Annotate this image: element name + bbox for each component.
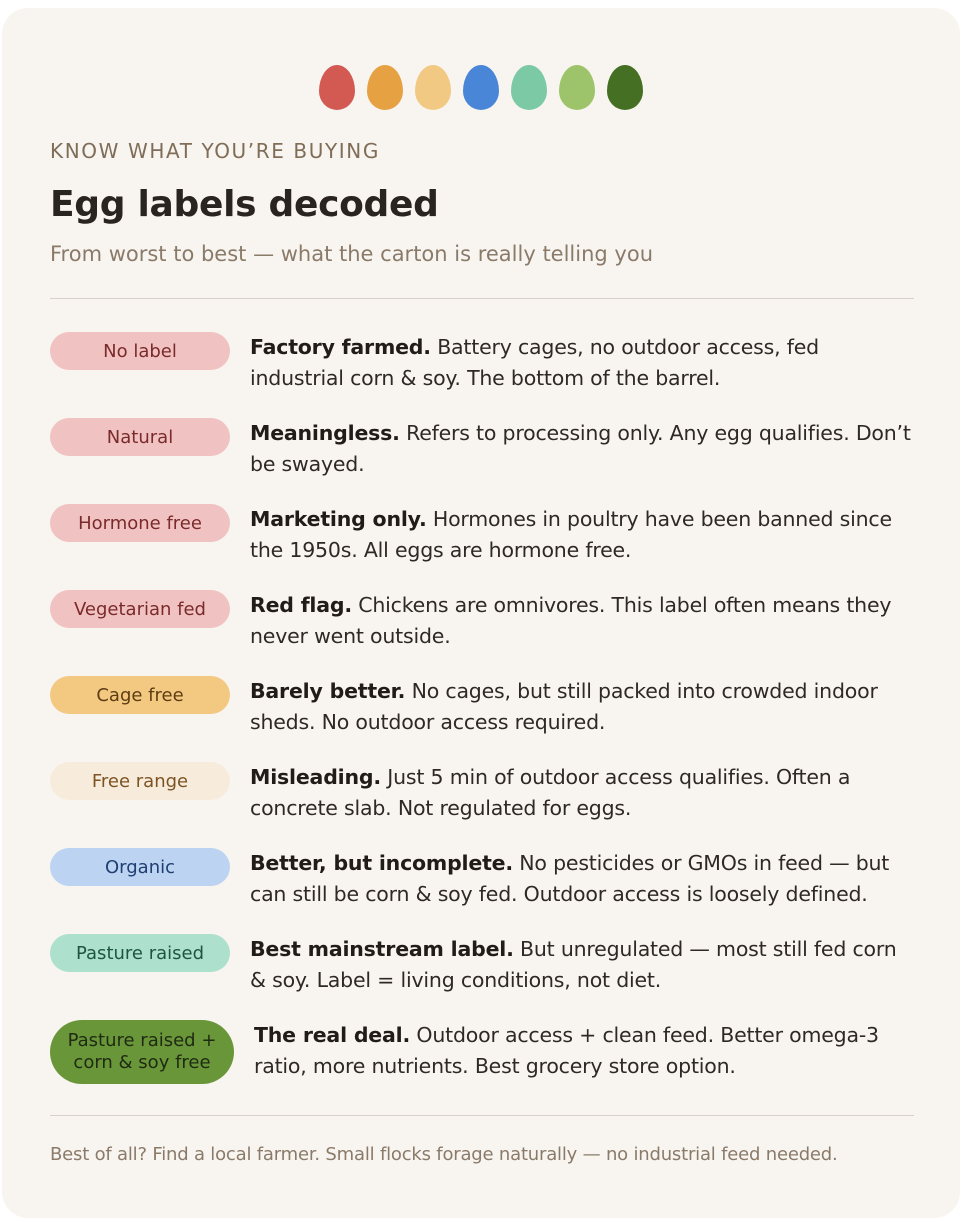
bottom-divider [50,1115,914,1116]
label-headline: Meaningless. [250,421,400,445]
label-pill: Pasture raised + corn & soy free [50,1020,234,1084]
egg-icon [367,65,403,110]
label-pill: Natural [50,418,230,456]
label-headline: Misleading. [250,765,381,789]
label-description [250,934,914,996]
top-divider [50,298,914,299]
footer-note: Best of all? Find a local farmer. Small flocks forage naturally — no industrial feed needed. [50,1144,838,1165]
label-description [250,848,914,910]
label-text: No pesticides or GMOs in feed — but can still be corn & soy fed. Outdoor access is loosely defined. [250,851,890,906]
label-headline: Red flag. [250,593,352,617]
label-row-natural [50,418,914,488]
label-description [254,1020,914,1082]
label-pill: Hormone free [50,504,230,542]
label-text: Refers to processing only. Any egg qualifies. Don’t be swayed. [250,421,911,476]
egg-icon [463,65,499,110]
label-headline: Better, but incomplete. [250,851,513,875]
label-text: Battery cages, no outdoor access, fed industrial corn & soy. The bottom of the barrel. [250,335,819,390]
egg-color-row [2,65,960,110]
egg-icon [319,65,355,110]
page-subtitle: From worst to best — what the carton is really telling you [50,242,654,266]
label-row-hormone-free [50,504,914,574]
label-headline: Marketing only. [250,507,427,531]
label-pill: Cage free [50,676,230,714]
label-pill: Vegetarian fed [50,590,230,628]
label-row-no-label [50,332,914,402]
page-title: Egg labels decoded [50,184,439,225]
label-description [250,504,914,566]
egg-icon [511,65,547,110]
label-description [250,762,914,824]
eyebrow-text: KNOW WHAT YOU’RE BUYING [50,139,380,163]
label-row-organic [50,848,914,918]
label-row-pasture-raised-corn-soy-free [50,1020,914,1090]
label-row-free-range [50,762,914,832]
label-row-vegetarian-fed [50,590,914,660]
label-text: Outdoor access + clean feed. Better omega-3 ratio, more nutrients. Best grocery store option. [254,1023,879,1078]
label-text: Just 5 min of outdoor access qualifies. Often a concrete slab. Not regulated for eggs. [250,765,851,820]
egg-icon [559,65,595,110]
egg-labels-card [2,8,960,1218]
label-text: Chickens are omnivores. This label often means they never went outside. [250,593,892,648]
label-text: But unregulated — most still fed corn & soy. Label = living conditions, not diet. [250,937,897,992]
label-row-cage-free [50,676,914,746]
label-text: No cages, but still packed into crowded indoor sheds. No outdoor access required. [250,679,878,734]
label-description [250,332,914,394]
label-headline: Barely better. [250,679,406,703]
label-description [250,676,914,738]
egg-icon [415,65,451,110]
label-headline: Factory farmed. [250,335,431,359]
label-pill: Free range [50,762,230,800]
label-headline: Best mainstream label. [250,937,514,961]
label-description [250,590,914,652]
label-text: Hormones in poultry have been banned since the 1950s. All eggs are hormone free. [250,507,892,562]
label-pill: No label [50,332,230,370]
label-description [250,418,914,480]
label-headline: The real deal. [254,1023,411,1047]
egg-icon [607,65,643,110]
label-pill: Organic [50,848,230,886]
label-pill: Pasture raised [50,934,230,972]
label-row-pasture-raised [50,934,914,1004]
